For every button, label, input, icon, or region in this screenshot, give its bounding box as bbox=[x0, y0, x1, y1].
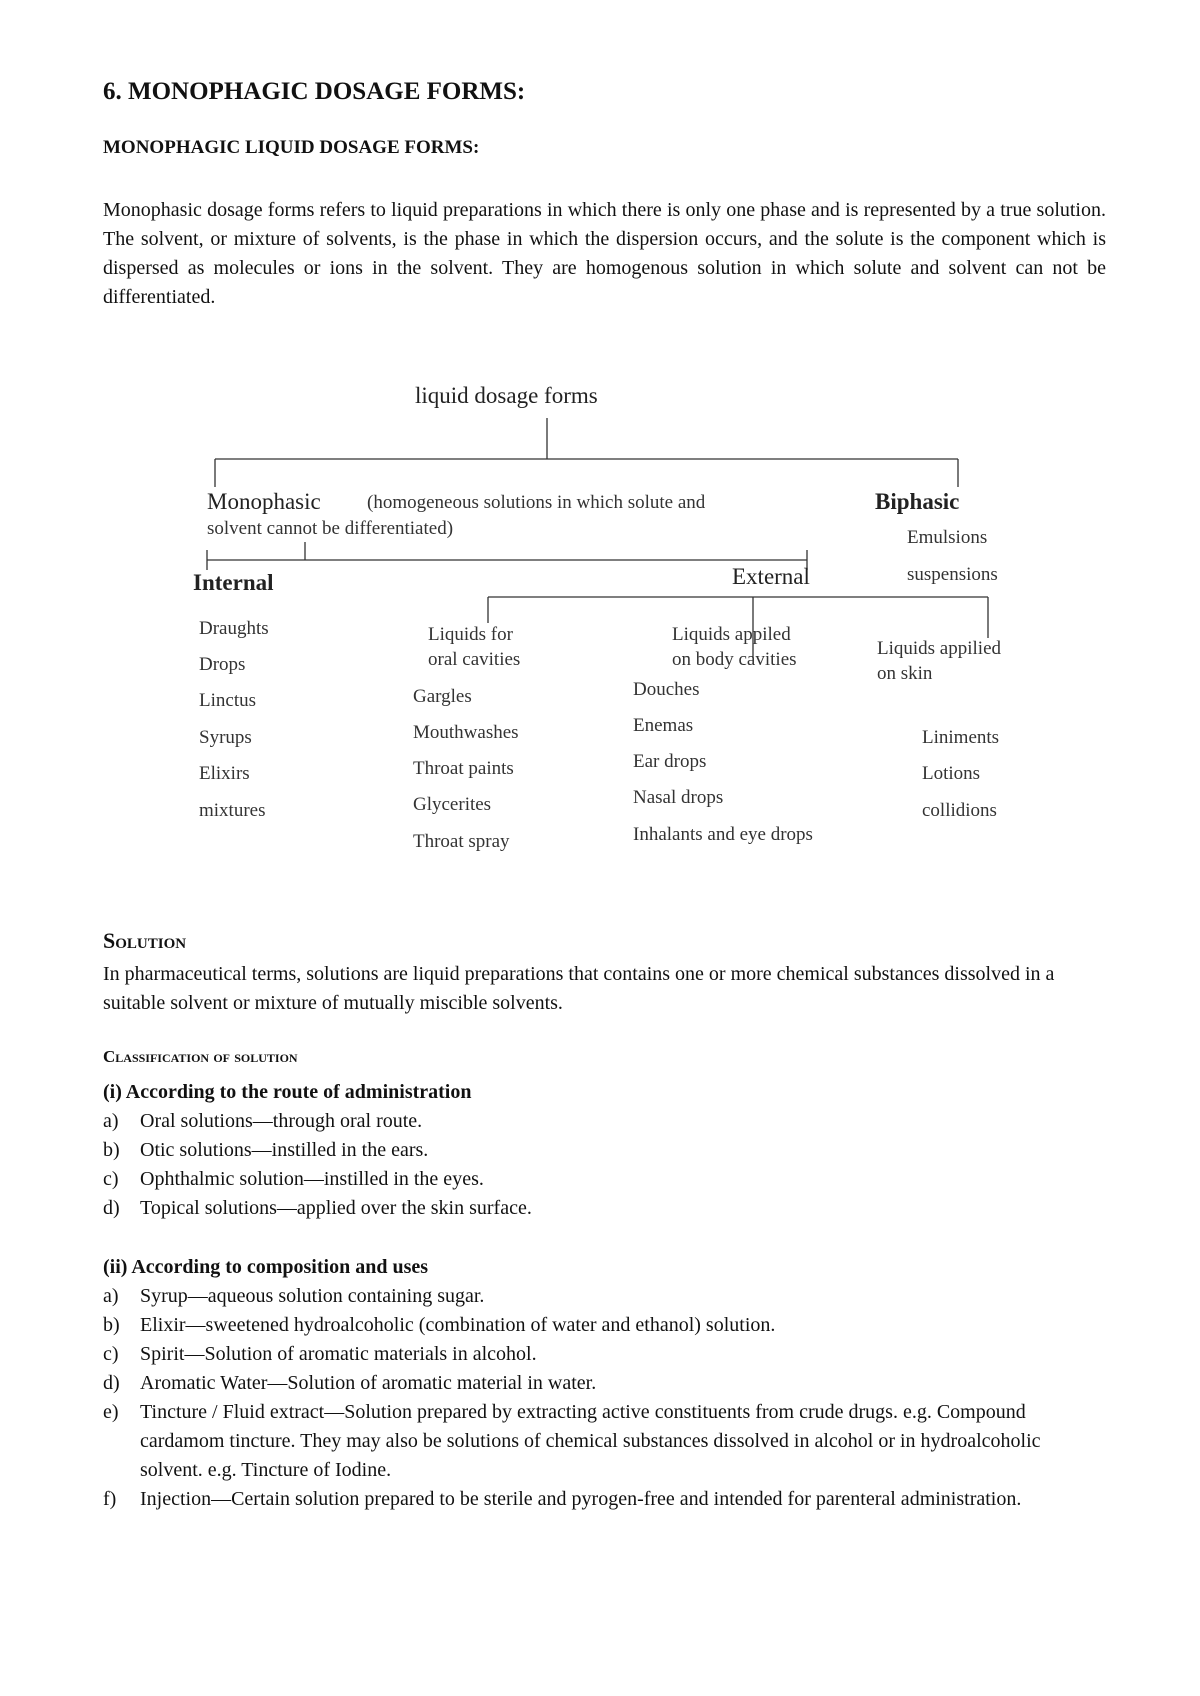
monophasic-note-line1: (homogeneous solutions in which solute and bbox=[367, 492, 706, 513]
skin-item: Lotions bbox=[922, 763, 981, 784]
route-heading: (i) According to the route of administration bbox=[103, 1081, 472, 1103]
list-marker: c) bbox=[103, 1343, 119, 1365]
diagram-connectors bbox=[0, 360, 1200, 860]
oral-cavities-item: Mouthwashes bbox=[413, 722, 519, 743]
list-marker: e) bbox=[103, 1401, 119, 1423]
list-marker: b) bbox=[103, 1139, 120, 1161]
internal-item: Drops bbox=[199, 654, 246, 675]
biphasic-item: Emulsions bbox=[907, 527, 988, 548]
intro-paragraph: Monophasic dosage forms refers to liquid preparations in which there is only one phase and is represented by a true solution. The solvent, or mixture of solvents, is the phase in which the dispersion occurs, and the solute is the component which is dispersed as molecules or ions in the solvent. They are homogenous solution in which solute and solvent can not be differentiated. bbox=[103, 199, 1106, 308]
list-text: Topical solutions—applied over the skin surface. bbox=[140, 1197, 532, 1219]
oral-cavities-heading-line1: Liquids for bbox=[428, 624, 513, 645]
skin-item: collidions bbox=[922, 800, 997, 821]
skin-heading-line2: on skin bbox=[877, 663, 933, 684]
oral-cavities-item: Throat paints bbox=[413, 758, 514, 779]
skin-heading-line1: Liquids appilied bbox=[877, 638, 1002, 659]
list-marker: c) bbox=[103, 1168, 119, 1190]
list-marker: d) bbox=[103, 1197, 120, 1219]
list-item bbox=[103, 1136, 1103, 1165]
list-marker: d) bbox=[103, 1372, 120, 1394]
list-text: Ophthalmic solution—instilled in the eyes. bbox=[140, 1168, 484, 1190]
internal-item: Elixirs bbox=[199, 763, 250, 784]
oral-cavities-item: Gargles bbox=[413, 686, 472, 707]
biphasic-label: Biphasic bbox=[875, 489, 960, 514]
list-text: Syrup—aqueous solution containing sugar. bbox=[140, 1285, 485, 1307]
route-list bbox=[103, 1107, 1103, 1223]
solution-definition: In pharmaceutical terms, solutions are liquid preparations that contains one or more chemical substances dissolved in a suitable solvent or mixture of mutually miscible solvents. bbox=[103, 963, 1055, 1014]
list-text: Oral solutions—through oral route. bbox=[140, 1110, 423, 1132]
composition-heading: (ii) According to composition and uses bbox=[103, 1256, 429, 1278]
list-item bbox=[103, 1340, 1103, 1369]
list-marker: f) bbox=[103, 1488, 117, 1510]
internal-item: mixtures bbox=[199, 800, 266, 821]
biphasic-item: suspensions bbox=[907, 564, 998, 585]
body-cavities-item: Nasal drops bbox=[633, 787, 724, 808]
list-text: Tincture / Fluid extract—Solution prepared by extracting active constituents from crude drugs. e.g. Compound cardamom tincture. They may also be solutions of chemical substances dissolved in alcohol or in hydroalcoholic solvent. e.g. Tincture of Iodine. bbox=[140, 1401, 1041, 1481]
list-marker: a) bbox=[103, 1285, 119, 1307]
internal-label: Internal bbox=[193, 570, 274, 595]
monophasic-note-line2: solvent cannot be differentiated) bbox=[207, 518, 454, 539]
list-item bbox=[103, 1369, 1103, 1398]
list-text: Spirit—Solution of aromatic materials in alcohol. bbox=[140, 1343, 537, 1365]
oral-cavities-heading-line2: oral cavities bbox=[428, 649, 521, 670]
list-item bbox=[103, 1194, 1103, 1223]
body-cavities-item: Enemas bbox=[633, 715, 694, 736]
skin-item: Liniments bbox=[922, 727, 1000, 748]
liquid-dosage-forms-diagram bbox=[0, 360, 1200, 860]
diagram-root-label: liquid dosage forms bbox=[415, 383, 598, 408]
list-item bbox=[103, 1107, 1103, 1136]
list-item bbox=[103, 1165, 1103, 1194]
list-text: Injection—Certain solution prepared to be sterile and pyrogen-free and intended for parenteral administration. bbox=[140, 1488, 1022, 1510]
internal-item: Syrups bbox=[199, 727, 252, 748]
list-item bbox=[103, 1485, 1103, 1514]
route-classification bbox=[103, 1078, 1103, 1223]
section-subheading: MONOPHAGIC LIQUID DOSAGE FORMS: bbox=[103, 137, 480, 158]
classification-heading: Classification of solution bbox=[103, 1047, 298, 1066]
list-text: Elixir—sweetened hydroalcoholic (combination of water and ethanol) solution. bbox=[140, 1314, 776, 1336]
list-marker: a) bbox=[103, 1110, 119, 1132]
composition-classification bbox=[103, 1253, 1103, 1514]
solution-heading: Solution bbox=[103, 928, 187, 953]
page-heading: 6. MONOPHAGIC DOSAGE FORMS: bbox=[103, 78, 526, 105]
body-cavities-heading-line2: on body cavities bbox=[672, 649, 797, 670]
internal-item: Draughts bbox=[199, 618, 269, 639]
oral-cavities-item: Glycerites bbox=[413, 794, 492, 815]
body-cavities-item: Ear drops bbox=[633, 751, 707, 772]
list-item bbox=[103, 1311, 1103, 1340]
external-label: External bbox=[732, 564, 810, 589]
list-item bbox=[103, 1398, 1103, 1485]
body-cavities-heading-line1: Liquids appiled bbox=[672, 624, 791, 645]
internal-item: Linctus bbox=[199, 690, 256, 711]
body-cavities-item: Douches bbox=[633, 679, 700, 700]
composition-list bbox=[103, 1282, 1103, 1514]
monophasic-label: Monophasic bbox=[207, 489, 321, 514]
oral-cavities-item: Throat spray bbox=[413, 831, 510, 852]
list-item bbox=[103, 1282, 1103, 1311]
list-text: Otic solutions—instilled in the ears. bbox=[140, 1139, 429, 1161]
list-marker: b) bbox=[103, 1314, 120, 1336]
list-text: Aromatic Water—Solution of aromatic material in water. bbox=[140, 1372, 597, 1394]
body-cavities-item: Inhalants and eye drops bbox=[633, 824, 813, 845]
